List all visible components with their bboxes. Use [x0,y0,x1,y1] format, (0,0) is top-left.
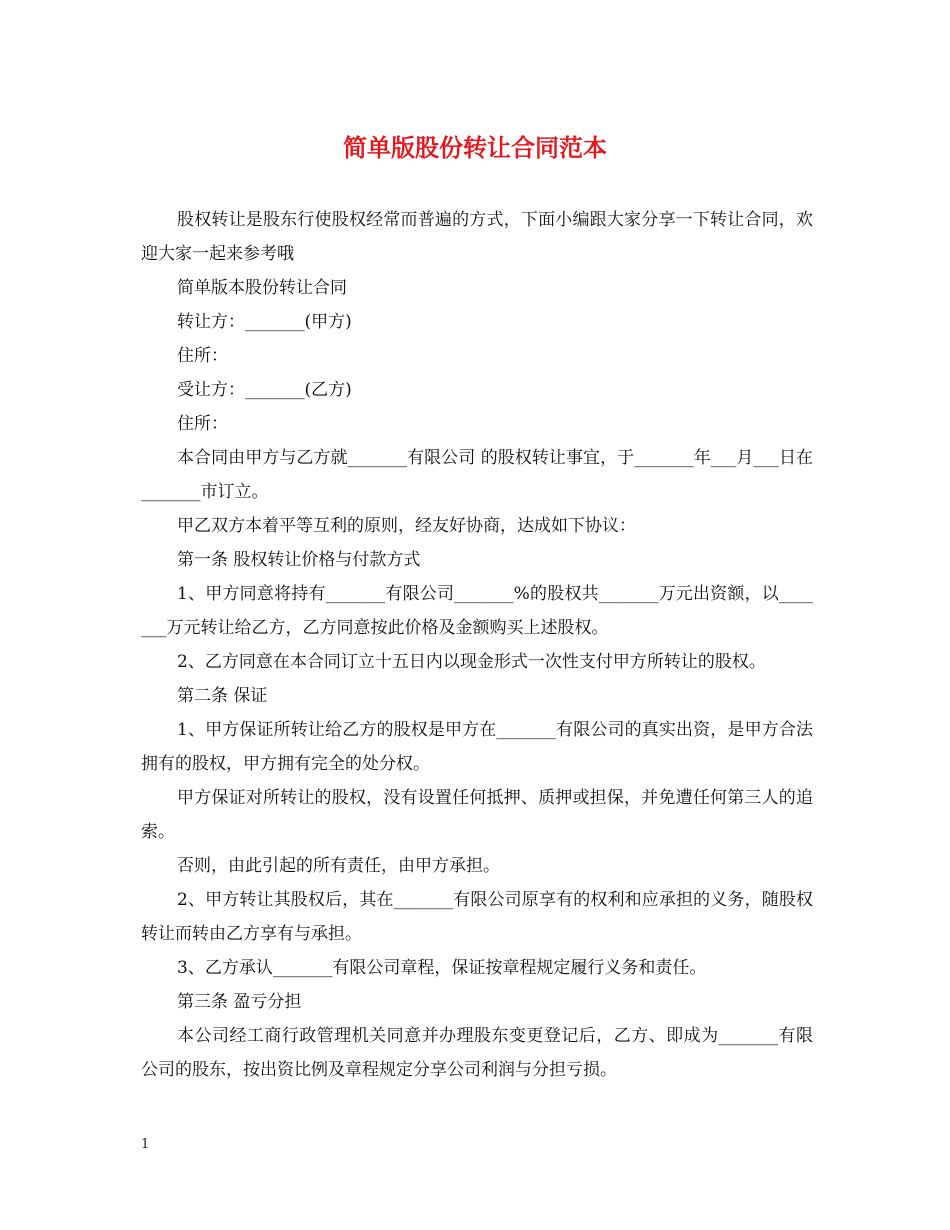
article-1-clause-2: 2、乙方同意在本合同订立十五日内以现金形式一次性支付甲方所转让的股权。 [177,652,766,672]
article-2-clause-1: 1、甲方保证所转让给乙方的股权是甲方在_______有限公司的真实出资，是甲方合法拥有的股权，甲方拥有完全的处分权。 [141,720,813,774]
article-2-clause-2: 2、甲方转让其股权后，其在_______有限公司原享有的权利和应承担的义务，随股权转让而转由乙方享有与承担。 [141,890,813,944]
article-2-clause-1-liability: 否则，由此引起的所有责任，由甲方承担。 [177,856,500,876]
paragraph-contract-name: 简单版本股份转让合同 [177,278,347,298]
article-2-clause-3: 3、乙方承认_______有限公司章程，保证按章程规定履行义务和责任。 [177,958,707,978]
article-1-clause-1: 1、甲方同意将持有_______有限公司_______%的股权共_______万元出资额，以_______万元转让给乙方，乙方同意按此价格及金额购买上述股权。 [141,584,813,638]
paragraph-intro: 股权转让是股东行使股权经常而普遍的方式，下面小编跟大家分享一下转让合同，欢迎大家一起来参考哦 [141,210,813,264]
page-number: 1 [141,1137,150,1152]
article-3-heading: 第三条 盈亏分担 [177,992,302,1012]
paragraph-transferor-address: 住所： [177,346,228,366]
paragraph-transferee-address: 住所： [177,414,228,434]
document-title: 简单版股份转让合同范本 [343,133,607,162]
article-1-heading: 第一条 股权转让价格与付款方式 [177,550,421,570]
article-3-clause-1: 本公司经工商行政管理机关同意并办理股东变更登记后，乙方、即成为_______有限公司的股东，按出资比例及章程规定分享公司利润与分担亏损。 [141,1026,813,1080]
paragraph-contract-signing: 本合同由甲方与乙方就_______有限公司 的股权转让事宜，于_______年___月___日在_______市订立。 [141,448,813,502]
article-2-clause-1-guarantee: 甲方保证对所转让的股权，没有设置任何抵押、质押或担保，并免遭任何第三人的追索。 [141,788,813,842]
paragraph-transferee: 受让方：_______(乙方) [177,380,352,400]
document-body [141,203,813,1087]
article-2-heading: 第二条 保证 [177,686,268,706]
paragraph-agreement-intro: 甲乙双方本着平等互利的原则，经友好协商，达成如下协议： [177,516,636,536]
paragraph-transferor: 转让方：_______(甲方) [177,312,352,332]
